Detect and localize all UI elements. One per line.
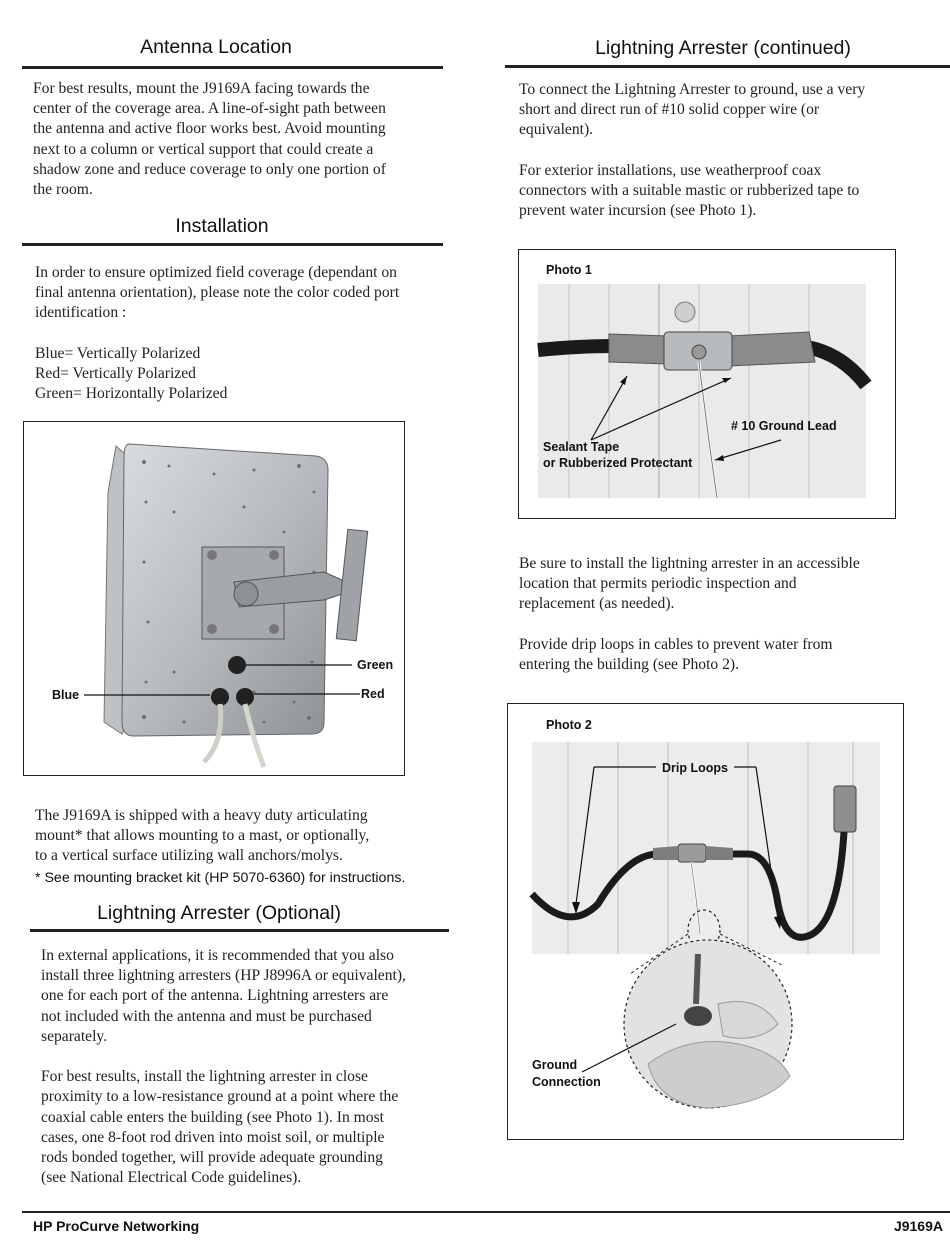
lightning-continued-heading: Lightning Arrester (continued) — [595, 37, 851, 59]
blue-port-label: Blue — [52, 688, 80, 702]
heading-rule — [30, 929, 449, 932]
inspection-text: Be sure to install the lightning arrester in an accessible location that permits periodic inspection and replacement (as needed). Provide drip loops in cables to prevent water from entering the building (see Photo 2). — [519, 555, 860, 674]
antenna-illustration — [24, 422, 406, 777]
port-blue: Blue= Vertically Polarized — [35, 344, 201, 362]
ground-connection-label-1: Ground — [532, 1058, 578, 1072]
port-red: Red= Vertically Polarized — [35, 365, 196, 383]
port-green: Green= Horizontally Polarized — [35, 385, 228, 403]
antenna-location-heading: Antenna Location — [140, 36, 292, 58]
footer-model: J9169A — [893, 1218, 943, 1234]
sealant-label-1: Sealant Tape — [543, 440, 620, 454]
sealant-label-2: or Rubberized Protectant — [543, 456, 693, 470]
antenna-figure — [23, 421, 405, 776]
installation-heading: Installation — [175, 215, 269, 237]
mount-footnote: * See mounting bracket kit (HP 5070-6360) for instructions. — [35, 870, 406, 886]
photo-2-title: Photo 2 — [546, 718, 592, 732]
footer-company: HP ProCurve Networking — [33, 1218, 200, 1234]
heading-rule — [22, 66, 443, 69]
ground-connection-label-2: Connection — [532, 1075, 601, 1089]
photo-1 — [518, 249, 896, 519]
lightning-optional-text: In external applications, it is recommended that you also install three lightning arresters (HP J8996A or equivalent), one for each port of the antenna. Lightning arresters are not included with the antenna and must be purchased separately. For best results, install the lightning arrester in close proximity to a low-resistance ground at a point where the coaxial cable enters the building (see Photo 1). In most cases, one 8-foot rod driven into moist soil, or multiple rods bonded together, will provide adequate grounding (see National Electrical Code guidelines). — [41, 947, 406, 1187]
green-port-label: Green — [357, 658, 394, 672]
installation-text: In order to ensure optimized field coverage (dependant on final antenna orientation), please note the color coded port identification : Blue= Vertically Polarized Red= Vertically Polarized Green= Horizontally Polarized — [35, 263, 399, 404]
ground-connection-text: To connect the Lightning Arrester to ground, use a very short and direct run of #10 solid copper wire (or equivalent). For exterior installations, use weatherproof coax connectors with a suitable mastic or rubberized tape to prevent water incursion (see Photo 1). — [519, 81, 866, 220]
photo-1-title: Photo 1 — [546, 263, 592, 277]
photo-2 — [507, 703, 904, 1140]
antenna-location-text: For best results, mount the J9169A facing towards the center of the coverage area. A line-of-sight path between the antenna and active floor works best. Avoid mounting next to a column or vertical support that could create a shadow zone and reduce coverage to only one portion of the room. — [33, 80, 386, 199]
lightning-optional-heading: Lightning Arrester (Optional) — [97, 902, 341, 924]
ground-lead-label: # 10 Ground Lead — [731, 419, 837, 433]
footer-rule — [22, 1211, 950, 1213]
red-port-label: Red — [361, 687, 385, 701]
heading-rule — [505, 65, 950, 68]
photo-1-illustration — [519, 250, 897, 520]
drip-loops-label: Drip Loops — [662, 761, 728, 775]
mount-text: The J9169A is shipped with a heavy duty articulating mount* that allows mounting to a mast, or optionally, to a vertical surface utilizing wall anchors/molys. — [35, 807, 370, 865]
heading-rule — [22, 243, 443, 246]
